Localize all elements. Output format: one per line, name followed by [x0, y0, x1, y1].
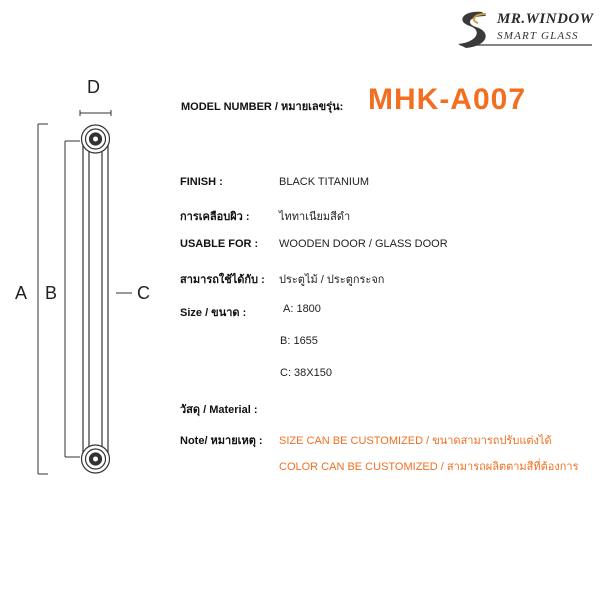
usable-for-th-value: ประตูไม้ / ประตูกระจก — [279, 274, 385, 286]
logo-line2: SMART GLASS — [497, 30, 579, 42]
dimension-d-label: D — [87, 77, 100, 97]
note-line-1: SIZE CAN BE CUSTOMIZED / ขนาดสามารถปรับแต่งได้ — [279, 435, 552, 447]
dimension-b-bracket — [65, 141, 80, 457]
finish-value: BLACK TITANIUM — [279, 176, 370, 188]
handle-bar — [83, 140, 108, 458]
finish-th-value: ไททาเนียมสีดำ — [279, 211, 351, 223]
finish-label: FINISH : — [180, 176, 223, 188]
usable-for-th-label: สามารถใช้ได้กับ : — [180, 274, 265, 286]
note-label: Note/ หมายเหตุ : — [180, 435, 263, 447]
top-mount-cap — [82, 125, 110, 153]
bottom-mount-cap — [82, 445, 110, 473]
dimension-d-bracket — [80, 110, 111, 116]
dimension-a-label: A — [15, 283, 28, 303]
size-label: Size / ขนาด : — [180, 307, 247, 319]
model-number-value: MHK-A007 — [368, 83, 527, 116]
dimension-b-label: B — [45, 283, 58, 303]
size-b-value: B: 1655 — [280, 335, 318, 347]
note-line-2: COLOR CAN BE CUSTOMIZED / สามารถผลิตตามสีที่ต้องการ — [279, 461, 579, 473]
material-label: วัสดุ / Material : — [180, 404, 258, 416]
logo-line1: MR.WINDOW — [497, 11, 594, 27]
usable-for-label: USABLE FOR : — [180, 238, 259, 250]
size-a-value: A: 1800 — [283, 303, 321, 315]
dimension-c-label: C — [137, 283, 150, 303]
size-c-value: C: 38X150 — [280, 367, 332, 379]
model-number-label: MODEL NUMBER / หมายเลขรุ่น: — [181, 101, 344, 113]
brand-logo — [452, 8, 597, 50]
usable-for-value: WOODEN DOOR / GLASS DOOR — [279, 238, 448, 250]
finish-th-label: การเคลือบผิว : — [180, 211, 250, 223]
